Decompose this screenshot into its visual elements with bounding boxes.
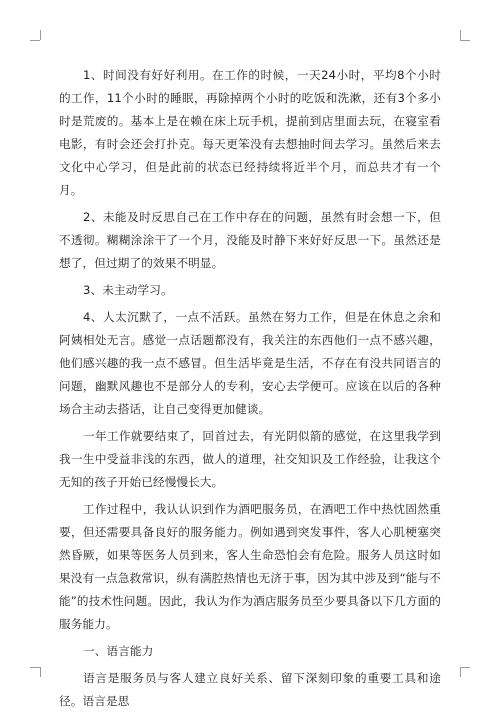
paragraph-time-usage: 1、时间没有好好利用。在工作的时候，一天24小时，平均8个小时的工作，11个小时的睡眠，再除掉两个小时的吃饭和洗漱，还有3个多小时是荒废的。基本上是在赖在床上玩手机，提前到店里面去玩，在寝室看电影，有时会还会打扑克。每天更笨没有去想抽时间去学习。虽然后来去文化中心学习，但是此前的状态已经持续将近半个月，而总共才有一个月。 — [59, 68, 441, 197]
crop-mark-top-right-v — [460, 30, 461, 40]
crop-mark-bottom-right-v — [460, 667, 461, 677]
section-heading-language: 一、语言能力 — [83, 644, 154, 658]
crop-mark-top-left-h — [30, 40, 40, 41]
crop-mark-top-right-h — [460, 40, 470, 41]
crop-mark-top-left-v — [40, 30, 41, 40]
paragraph-no-initiative: 3、未主动学习。 — [83, 283, 173, 297]
paragraph-service-ability: 工作过程中，我认认识到作为酒吧服务员，在酒吧工作中热忱固然重要，但还需要具备良好的服务能力。例如遇到突发事件，客人心肌梗塞突然昏厥，如果等医务人员到来，客人生命恐怕会有危险。服务人员这时如果没有一点急救常识，纵有满腔热情也无济于事，因为其中涉及到“能与不能”的技术性问题。因此，我认为作为酒店服务员至少要具备以下几方面的服务能力。 — [59, 502, 441, 631]
paragraph-too-silent: 4、人太沉默了，一点不活跃。虽然在努力工作，但是在休息之余和阿姨相处无言。感觉一点话题都没有，我关注的东西他们一点不感兴趣，他们感兴趣的我一点不感冒。但生活毕竟是生活，不存在有没共同语言的问题，幽默风趣也不是部分人的专利，安心去学便可。应该在以后的各种场合主动去搭话，让自己变得更加健谈。 — [59, 310, 441, 416]
paragraph-year-summary: 一年工作就要结束了，回首过去，有光阴似箭的感觉，在这里我学到我一生中受益非浅的东西，做人的道理，社交知识及工作经验，让我这个无知的孩子开始已经慢慢长大。 — [59, 429, 441, 489]
crop-mark-bottom-left-h — [30, 667, 40, 668]
crop-mark-bottom-right-h — [460, 667, 470, 668]
document-body — [59, 64, 441, 713]
paragraph-language: 语言是服务员与客人建立良好关系、留下深刻印象的重要工具和途径。语言是思 — [59, 671, 441, 708]
paragraph-reflection: 2、未能及时反思自己在工作中存在的问题，虽然有时会想一下，但不透彻。糊糊涂涂干了一个月，没能及时静下来好好反思一下。虽然还是想了，但过期了的效果不明显。 — [59, 210, 441, 270]
crop-mark-bottom-left-v — [40, 667, 41, 677]
